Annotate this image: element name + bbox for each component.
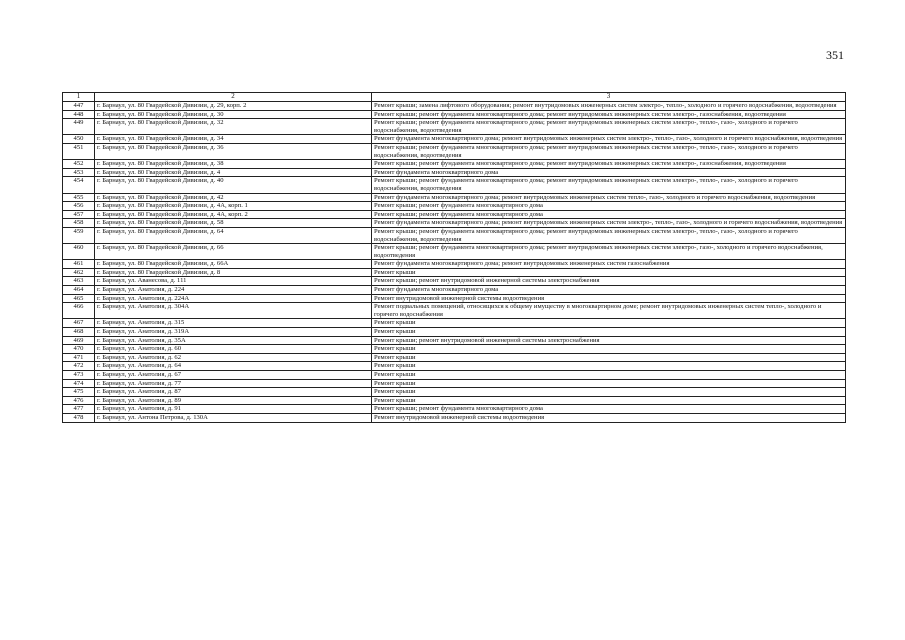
table-row xyxy=(63,110,846,119)
works-cell: Ремонт крыши xyxy=(372,379,846,388)
table-row xyxy=(63,362,846,371)
table-row xyxy=(63,371,846,380)
table-row xyxy=(63,336,846,345)
table-row xyxy=(63,319,846,328)
row-number-cell: 467 xyxy=(63,319,95,328)
table-row xyxy=(63,345,846,354)
address-cell: г. Барнаул, ул. Анатолия, д. 224 xyxy=(95,286,372,295)
works-cell: Ремонт крыши; ремонт фундамента многоквартирного дома; ремонт внутридомовых инженерных систем электро-, газоснабжения, водоотведения xyxy=(372,160,846,169)
row-number-cell: 474 xyxy=(63,379,95,388)
table-row xyxy=(63,294,846,303)
address-cell: г. Барнаул, ул. Анатолия, д. 91 xyxy=(95,405,372,414)
row-number-cell: 462 xyxy=(63,268,95,277)
row-number-cell: 447 xyxy=(63,102,95,111)
row-number-cell: 463 xyxy=(63,277,95,286)
works-cell: Ремонт крыши xyxy=(372,319,846,328)
table-row xyxy=(63,303,846,319)
table-row xyxy=(63,388,846,397)
works-cell: Ремонт фундамента многоквартирного дома; ремонт внутридомовых инженерных систем электро-, тепло-, газо-, холодного и горячего водоснабжения, водоотведения xyxy=(372,219,846,228)
row-number-cell: 459 xyxy=(63,227,95,243)
row-number-cell: 450 xyxy=(63,135,95,144)
address-cell: г. Барнаул, ул. Анатолия, д. 87 xyxy=(95,388,372,397)
address-cell: г. Барнаул, ул. 80 Гвардейской Дивизии, д. 8 xyxy=(95,268,372,277)
table-row xyxy=(63,328,846,337)
table-row xyxy=(63,405,846,414)
table-row xyxy=(63,396,846,405)
table-row xyxy=(63,193,846,202)
works-cell: Ремонт фундамента многоквартирного дома; ремонт внутридомовых инженерных систем электро-, тепло-, газо-, холодного и горячего водоснабжения, водоотведения xyxy=(372,135,846,144)
table-row xyxy=(63,119,846,135)
row-number-cell: 465 xyxy=(63,294,95,303)
works-cell: Ремонт крыши; ремонт фундамента многоквартирного дома; ремонт внутридомовых инженерных систем электро-, тепло-, газо-, холодного и горячего водоснабжения, водоотведения xyxy=(372,119,846,135)
works-cell: Ремонт крыши xyxy=(372,345,846,354)
row-number-cell: 478 xyxy=(63,413,95,422)
address-cell: г. Барнаул, ул. 80 Гвардейской Дивизии, д. 42 xyxy=(95,193,372,202)
works-cell: Ремонт крыши; ремонт фундамента многоквартирного дома xyxy=(372,202,846,211)
row-number-cell: 461 xyxy=(63,260,95,269)
address-cell: г. Барнаул, ул. Анатолия, д. 64 xyxy=(95,362,372,371)
table-row xyxy=(63,413,846,422)
row-number-cell: 448 xyxy=(63,110,95,119)
address-cell: г. Барнаул, ул. Анатолия, д. 319А xyxy=(95,328,372,337)
address-cell: г. Барнаул, ул. 80 Гвардейской Дивизии, д. 36 xyxy=(95,143,372,159)
table-row xyxy=(63,102,846,111)
works-cell: Ремонт крыши xyxy=(372,388,846,397)
repair-register-table xyxy=(62,92,846,423)
table-row xyxy=(63,227,846,243)
address-cell: г. Барнаул, ул. 80 Гвардейской Дивизии, д. 30 xyxy=(95,110,372,119)
works-cell: Ремонт крыши; ремонт фундамента многоквартирного дома xyxy=(372,210,846,219)
works-cell: Ремонт крыши xyxy=(372,268,846,277)
row-number-cell: 464 xyxy=(63,286,95,295)
works-cell: Ремонт крыши xyxy=(372,396,846,405)
address-cell: г. Барнаул, ул. Анатолия, д. 315 xyxy=(95,319,372,328)
table-row xyxy=(63,219,846,228)
address-cell: г. Барнаул, ул. Аванесова, д. 111 xyxy=(95,277,372,286)
works-cell: Ремонт фундамента многоквартирного дома; ремонт внутридомовых инженерных систем газоснабжения xyxy=(372,260,846,269)
address-cell: г. Барнаул, ул. Анатолия, д. 89 xyxy=(95,396,372,405)
row-number-cell: 472 xyxy=(63,362,95,371)
column-header-works: 3 xyxy=(372,93,846,102)
works-cell: Ремонт крыши; ремонт фундамента многоквартирного дома xyxy=(372,405,846,414)
address-cell: г. Барнаул, ул. 80 Гвардейской Дивизии, д. 4А, корп. 2 xyxy=(95,210,372,219)
row-number-cell: 473 xyxy=(63,371,95,380)
row-number-cell: 460 xyxy=(63,244,95,260)
address-cell: г. Барнаул, ул. 80 Гвардейской Дивизии, д. 32 xyxy=(95,119,372,135)
works-cell: Ремонт внутридомовой инженерной системы водоотведения xyxy=(372,413,846,422)
address-cell: г. Барнаул, ул. 80 Гвардейской Дивизии, д. 38 xyxy=(95,160,372,169)
address-cell: г. Барнаул, ул. 80 Гвардейской Дивизии, д. 58 xyxy=(95,219,372,228)
table-row xyxy=(63,202,846,211)
address-cell: г. Барнаул, ул. 80 Гвардейской Дивизии, д. 66А xyxy=(95,260,372,269)
page-number: 351 xyxy=(826,48,844,62)
works-cell: Ремонт внутридомовой инженерной системы водоотведения xyxy=(372,294,846,303)
table-row xyxy=(63,143,846,159)
works-cell: Ремонт крыши; ремонт фундамента многоквартирного дома; ремонт внутридомовых инженерных систем электро-, газоснабжения, водоотведения xyxy=(372,110,846,119)
row-number-cell: 476 xyxy=(63,396,95,405)
table-row xyxy=(63,168,846,177)
works-cell: Ремонт крыши; ремонт фундамента многоквартирного дома; ремонт внутридомовых инженерных систем электро-, тепло-, газо-, холодного и горячего водоснабжения, водоотведения xyxy=(372,143,846,159)
address-cell: г. Барнаул, ул. 80 Гвардейской Дивизии, д. 34 xyxy=(95,135,372,144)
table-row xyxy=(63,244,846,260)
works-cell: Ремонт крыши xyxy=(372,371,846,380)
works-cell: Ремонт фундамента многоквартирного дома xyxy=(372,168,846,177)
address-cell: г. Барнаул, ул. 80 Гвардейской Дивизии, д. 66 xyxy=(95,244,372,260)
column-header-row xyxy=(63,93,846,102)
table-row xyxy=(63,260,846,269)
table-body xyxy=(63,102,846,423)
table-row xyxy=(63,135,846,144)
row-number-cell: 471 xyxy=(63,353,95,362)
works-cell: Ремонт крыши; ремонт фундамента многоквартирного дома; ремонт внутридомовых инженерных систем электро-, газо-, холодного и горячего водоснабжения, водоотведения xyxy=(372,244,846,260)
works-cell: Ремонт крыши; ремонт внутридомовой инженерной системы электроснабжения xyxy=(372,336,846,345)
address-cell: г. Барнаул, ул. 80 Гвардейской Дивизии, д. 40 xyxy=(95,177,372,193)
works-cell: Ремонт крыши; ремонт внутридомовой инженерной системы электроснабжения xyxy=(372,277,846,286)
works-cell: Ремонт подвальных помещений, относящихся к общему имуществу в многоквартирном доме; ремонт внутридомовых инженерных систем тепло-, холодного и горячего водоснабжения xyxy=(372,303,846,319)
column-header-address: 2 xyxy=(95,93,372,102)
works-cell: Ремонт крыши; ремонт фундамента многоквартирного дома; ремонт внутридомовых инженерных систем электро-, тепло-, газо-, холодного и горячего водоснабжения, водоотведения xyxy=(372,177,846,193)
address-cell: г. Барнаул, ул. Анатолия, д. 77 xyxy=(95,379,372,388)
address-cell: г. Барнаул, ул. 80 Гвардейской Дивизии, д. 29, корп. 2 xyxy=(95,102,372,111)
row-number-cell: 454 xyxy=(63,177,95,193)
row-number-cell: 449 xyxy=(63,119,95,135)
table-row xyxy=(63,353,846,362)
row-number-cell: 451 xyxy=(63,143,95,159)
address-cell: г. Барнаул, ул. Анатолия, д. 60 xyxy=(95,345,372,354)
address-cell: г. Барнаул, ул. 80 Гвардейской Дивизии, д. 64 xyxy=(95,227,372,243)
table-row xyxy=(63,177,846,193)
table-row xyxy=(63,268,846,277)
row-number-cell: 456 xyxy=(63,202,95,211)
table-row xyxy=(63,210,846,219)
row-number-cell: 457 xyxy=(63,210,95,219)
address-cell: г. Барнаул, ул. Анатолия, д. 304А xyxy=(95,303,372,319)
works-cell: Ремонт крыши xyxy=(372,362,846,371)
works-cell: Ремонт крыши xyxy=(372,328,846,337)
row-number-cell: 453 xyxy=(63,168,95,177)
works-cell: Ремонт крыши; замена лифтового оборудования; ремонт внутридомовых инженерных систем электро-, тепло-, холодного и горячего водоснабжения, водоотведения xyxy=(372,102,846,111)
table-row xyxy=(63,277,846,286)
row-number-cell: 477 xyxy=(63,405,95,414)
address-cell: г. Барнаул, ул. Анатолия, д. 62 xyxy=(95,353,372,362)
table-row xyxy=(63,286,846,295)
row-number-cell: 458 xyxy=(63,219,95,228)
address-cell: г. Барнаул, ул. Антона Петрова, д. 130А xyxy=(95,413,372,422)
table-row xyxy=(63,379,846,388)
address-cell: г. Барнаул, ул. Анатолия, д. 224А xyxy=(95,294,372,303)
column-header-number: 1 xyxy=(63,93,95,102)
row-number-cell: 452 xyxy=(63,160,95,169)
works-cell: Ремонт фундамента многоквартирного дома; ремонт внутридомовых инженерных систем тепло-, газо-, холодного и горячего водоснабжения, водоотведения xyxy=(372,193,846,202)
row-number-cell: 455 xyxy=(63,193,95,202)
address-cell: г. Барнаул, ул. Анатолия, д. 35А xyxy=(95,336,372,345)
row-number-cell: 468 xyxy=(63,328,95,337)
works-cell: Ремонт крыши xyxy=(372,353,846,362)
address-cell: г. Барнаул, ул. Анатолия, д. 67 xyxy=(95,371,372,380)
row-number-cell: 470 xyxy=(63,345,95,354)
address-cell: г. Барнаул, ул. 80 Гвардейской Дивизии, д. 4 xyxy=(95,168,372,177)
row-number-cell: 475 xyxy=(63,388,95,397)
works-cell: Ремонт фундамента многоквартирного дома xyxy=(372,286,846,295)
table-row xyxy=(63,160,846,169)
address-cell: г. Барнаул, ул. 80 Гвардейской Дивизии, д. 4А, корп. 1 xyxy=(95,202,372,211)
row-number-cell: 466 xyxy=(63,303,95,319)
row-number-cell: 469 xyxy=(63,336,95,345)
works-cell: Ремонт крыши; ремонт фундамента многоквартирного дома; ремонт внутридомовых инженерных систем электро-, тепло-, газо-, холодного и горячего водоснабжения, водоотведения xyxy=(372,227,846,243)
